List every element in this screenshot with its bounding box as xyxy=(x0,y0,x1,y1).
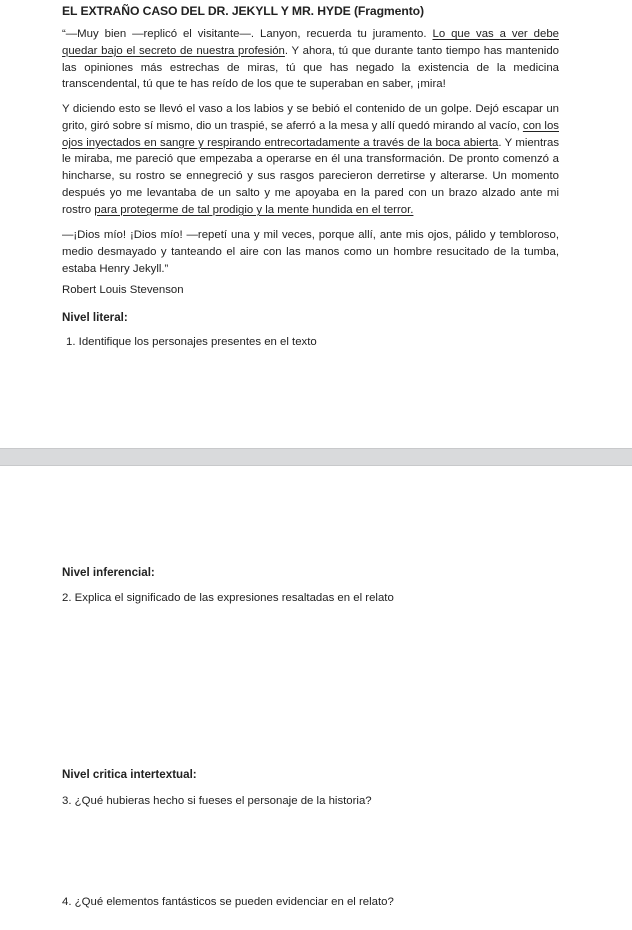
paragraph-1-text-a: “—Muy bien —replicó el visitante—. Lanyon, recuerda tu juramento. xyxy=(62,28,433,40)
highlighted-expression-2: con los ojos inyectados en sangre y respirando entrecortadamente a través de la boca abierta xyxy=(62,119,559,149)
highlighted-expression-1: Lo que vas a ver debe quedar bajo el secreto de nuestra profesión xyxy=(62,28,559,57)
paragraph-2-text-a: Y diciendo esto se llevó el vaso a los labios y se bebió el contenido de un golpe. Dejó escapar un grito, giró sobre sí mismo, dio un traspié, se aferró a la mesa y allí quedó mirando al vacío, xyxy=(62,103,559,132)
page-2 xyxy=(0,466,632,930)
paragraph-1-text-b: . Y ahora, tú que durante tanto tiempo has mantenido las opiniones más estrechas de miras, tú que has negado la existencia de la medicina transcendental, tú que te has reído de los que te superaban en saber, ¡mira! xyxy=(62,44,559,91)
highlighted-expression-3: para protegerme de tal prodigio y la mente hundida en el terror. xyxy=(94,203,414,216)
paragraph-2 xyxy=(62,101,559,219)
inferential-level-heading: Nivel inferencial: xyxy=(62,566,155,579)
question-1: 1. Identifique los personajes presentes en el texto xyxy=(66,336,317,348)
question-2: 2. Explica el significado de las expresiones resaltadas en el relato xyxy=(62,592,394,604)
paragraph-1 xyxy=(62,26,559,93)
paragraph-3-text: —¡Dios mío! ¡Dios mío! —repetí una y mil veces, porque allí, ante mis ojos, pálido y tembloroso, medio desmayado y tanteando el aire con las manos como un hombre resucitado de la tumba, estaba Henry Jekyll.” xyxy=(62,229,559,275)
question-4: 4. ¿Qué elementos fantásticos se pueden evidenciar en el relato? xyxy=(62,896,394,908)
document-title: EL EXTRAÑO CASO DEL DR. JEKYLL Y MR. HYDE (Fragmento) xyxy=(62,4,424,18)
paragraph-2-text-b: . Y mientras le miraba, me pareció que empezaba a operarse en él una transformación. De pronto comenzó a hincharse, su rostro se ennegreció y sus rasgos parecieron derretirse y alterarse. Un momento después yo me levantaba de un salto y me apoyaba en la pared con un brazo alzado ante mi rostro xyxy=(62,136,560,216)
page-break xyxy=(0,448,632,466)
literal-level-heading: Nivel literal: xyxy=(62,311,128,324)
critical-level-heading: Nivel critica intertextual: xyxy=(62,768,197,781)
author-name: Robert Louis Stevenson xyxy=(62,284,184,296)
paragraph-3 xyxy=(62,227,559,277)
question-3: 3. ¿Qué hubieras hecho si fueses el personaje de la historia? xyxy=(62,795,372,807)
